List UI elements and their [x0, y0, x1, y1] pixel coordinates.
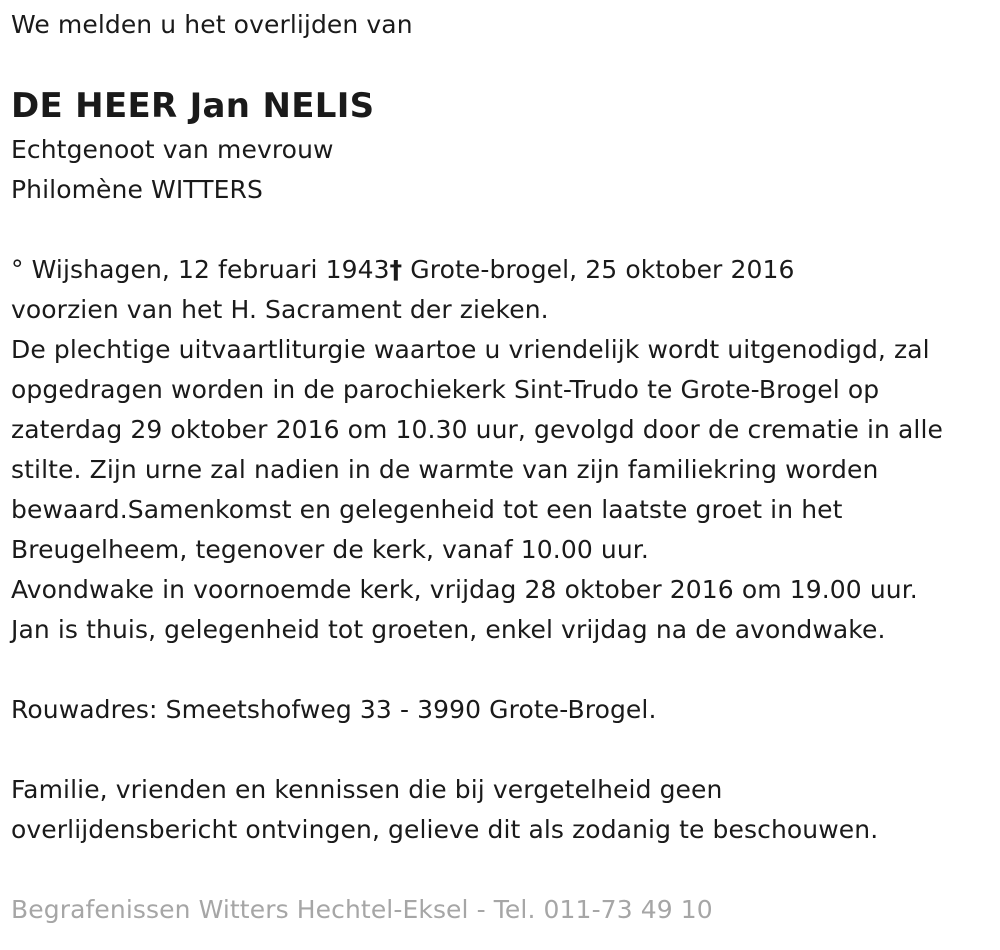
body-line: Jan is thuis, gelegenheid tot groeten, enkel vrijdag na de avondwake.: [11, 615, 886, 644]
spouse-line-2: Philomène WITTERS: [11, 175, 263, 204]
spacer: [11, 730, 1000, 770]
address-line: Rouwadres: Smeetshofweg 33 - 3990 Grote-Brogel.: [11, 695, 657, 724]
closing-line: overlijdensbericht ontvingen, gelieve dit als zodanig te beschouwen.: [11, 815, 879, 844]
spouse-line-1: Echtgenoot van mevrouw: [11, 135, 334, 164]
birth-info: ° Wijshagen, 12 februari 1943: [11, 255, 390, 284]
body-line: opgedragen worden in de parochiekerk Sint-Trudo te Grote-Brogel op: [11, 375, 880, 404]
body-line: Breugelheem, tegenover de kerk, vanaf 10.00 uur.: [11, 535, 649, 564]
cross-icon: †: [389, 255, 403, 284]
spacer: [11, 650, 1000, 690]
closing-line: Familie, vrienden en kennissen die bij vergetelheid geen: [11, 775, 723, 804]
spacer: [11, 210, 1000, 250]
body-line: bewaard.Samenkomst en gelegenheid tot een laatste groet in het: [11, 495, 843, 524]
funeral-home-footer: Begrafenissen Witters Hechtel-Eksel - Tel. 011-73 49 10: [11, 895, 713, 924]
deceased-name: DE HEER Jan NELIS: [11, 86, 375, 126]
dates-line: [11, 250, 1000, 290]
intro-text: We melden u het overlijden van: [11, 10, 413, 39]
body-line: voorzien van het H. Sacrament der zieken.: [11, 295, 549, 324]
body-line: De plechtige uitvaartliturgie waartoe u vriendelijk wordt uitgenodigd, zal: [11, 335, 930, 364]
body-line: Avondwake in voornoemde kerk, vrijdag 28 oktober 2016 om 19.00 uur.: [11, 575, 918, 604]
body-line: zaterdag 29 oktober 2016 om 10.30 uur, gevolgd door de crematie in alle: [11, 415, 944, 444]
death-info: Grote-brogel, 25 oktober 2016: [402, 255, 795, 284]
spacer: [11, 850, 1000, 890]
body-line: stilte. Zijn urne zal nadien in de warmte van zijn familiekring worden: [11, 455, 879, 484]
